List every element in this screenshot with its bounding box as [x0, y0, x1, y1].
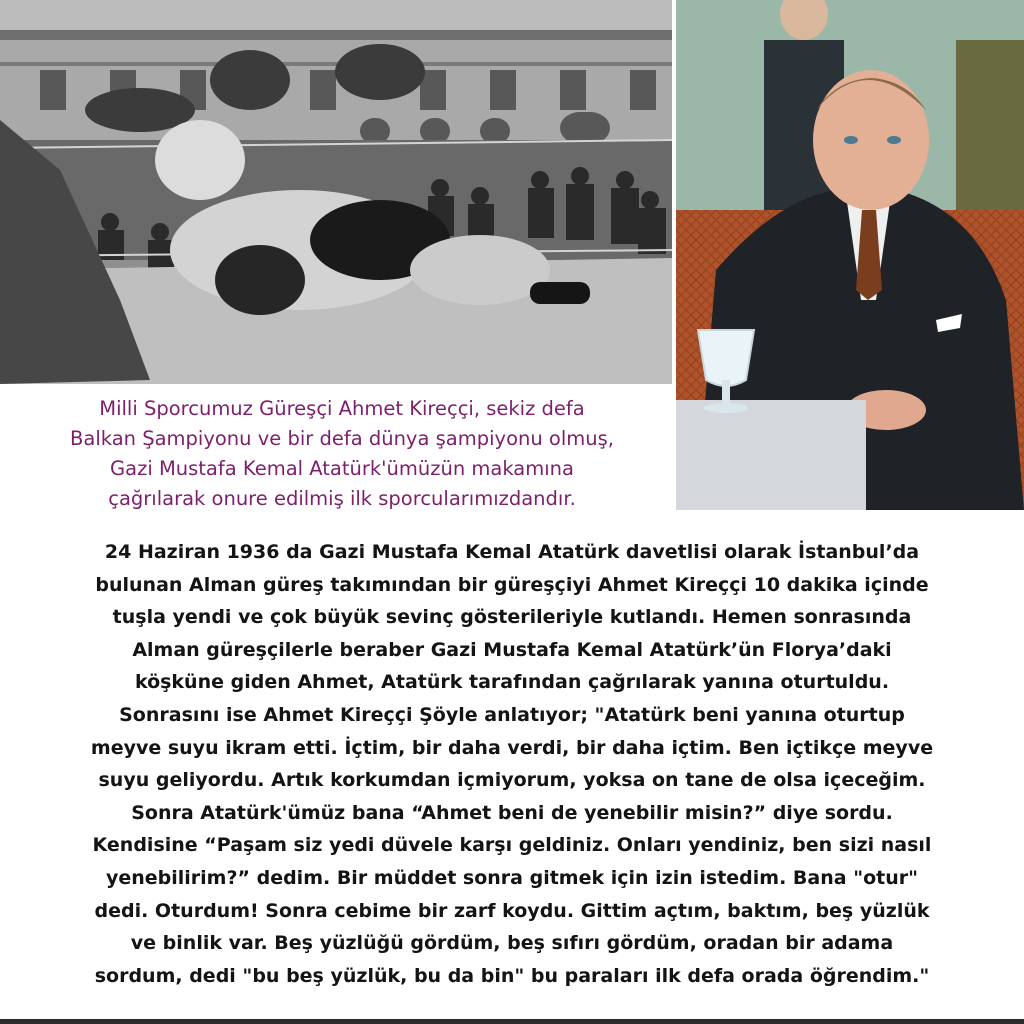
caption-line: çağrılarak onure edilmiş ilk sporcularımızdandır. [108, 487, 576, 510]
wrestling-match-photo [0, 0, 672, 384]
story-line: yenebilirim?” dedim. Bir müddet sonra gitmek için izin istedim. Bana "otur" [105, 866, 919, 889]
caption-line: Balkan Şampiyonu ve bir defa dünya şampiyonu olmuş, [70, 427, 614, 450]
story-line: Sonra Atatürk'ümüz bana “Ahmet beni de yenebilir misin?” diye sordu. [131, 801, 893, 824]
story-text [40, 536, 984, 992]
caption-line: Gazi Mustafa Kemal Atatürk'ümüzün makamına [110, 457, 574, 480]
photo-caption [24, 394, 660, 514]
story-line: dedi. Oturdum! Sonra cebime bir zarf koydu. Gittim açtım, baktım, beş yüzlük [94, 899, 930, 922]
story-line: köşküne giden Ahmet, Atatürk tarafından çağrılarak yanına oturtuldu. [134, 671, 890, 694]
story-line: Kendisine “Paşam siz yedi düvele karşı geldiniz. Onları yendiniz, ben sizi nasıl [92, 834, 932, 857]
story-line: 24 Haziran 1936 da Gazi Mustafa Kemal Atatürk davetlisi olarak İstanbul’da [104, 541, 920, 563]
story-line: Sonrasını ise Ahmet Kireççi Şöyle anlatıyor; "Atatürk beni yanına oturtup [119, 703, 905, 726]
bottom-divider [0, 1019, 1024, 1024]
caption-line: Milli Sporcumuz Güreşçi Ahmet Kireççi, sekiz defa [99, 397, 585, 420]
story-line: meyve suyu ikram etti. İçtim, bir daha verdi, bir daha içtim. Ben içtikçe meyve [90, 736, 934, 759]
story-line: bulunan Alman güreş takımından bir güreşçiyi Ahmet Kireççi 10 dakika içinde [95, 573, 929, 596]
story-line: tuşla yendi ve çok büyük sevinç gösterileriyle kutlandı. Hemen sonrasında [112, 606, 912, 629]
seated-portrait-photo [676, 0, 1024, 510]
story-line: sordum, dedi "bu beş yüzlük, bu da bin" bu paraları ilk defa orada öğrendim." [94, 964, 930, 987]
story-line: ve binlik var. Beş yüzlüğü gördüm, beş sıfırı gördüm, oradan bir adama [130, 932, 894, 955]
story-line: Alman güreşçilerle beraber Gazi Mustafa Kemal Atatürk’ün Florya’daki [132, 638, 892, 661]
story-line: suyu geliyordu. Artık korkumdan içmiyorum, yoksa on tane de olsa içeceğim. [98, 769, 926, 792]
